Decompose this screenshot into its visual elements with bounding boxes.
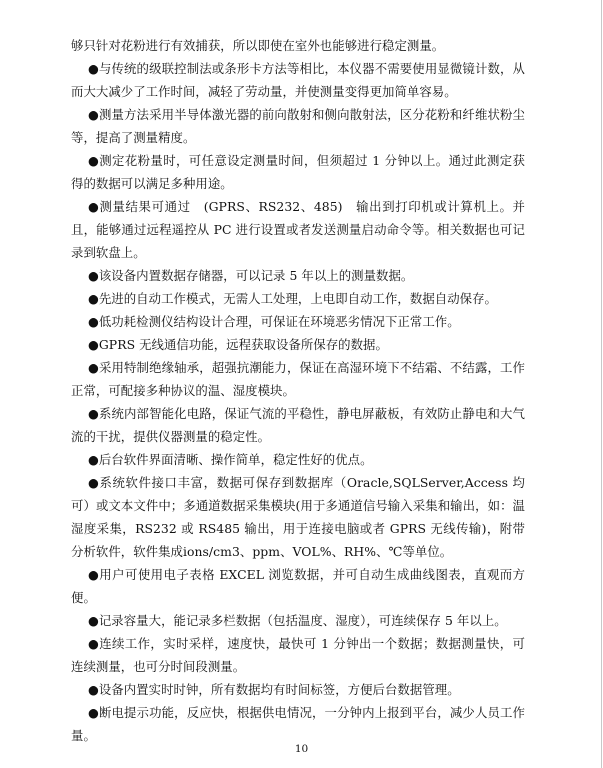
page-edge bbox=[601, 0, 602, 768]
feature-item: ●连续工作，实时采样，速度快，最快可 1 分钟出一个数据；数据测量快，可连续测量，也可分时间段测量。 bbox=[71, 636, 525, 674]
feature-item: ●测定花粉量时，可任意设定测量时间，但须超过 1 分钟以上。通过此测定获得的数据可以满足多种用途。 bbox=[71, 153, 525, 191]
feature-item: ●测量结果可通过 (GPRS、RS232、485) 输出到打印机或计算机上。并且，能够通过远程遥控从 PC 进行设置或者发送测量启动命令等。相关数据也可记录到软盘上。 bbox=[71, 199, 525, 260]
page-body bbox=[71, 34, 525, 747]
feature-item: ●记录容量大，能记录多栏数据（包括温度、湿度），可连续保存 5 年以上。 bbox=[88, 613, 507, 628]
feature-item: ●先进的自动工作模式，无需人工处理，上电即自动工作，数据自动保存。 bbox=[88, 291, 497, 306]
feature-item: ●低功耗检测仪结构设计合理，可保证在环境恶劣情况下正常工作。 bbox=[88, 314, 460, 329]
feature-item: ●GPRS 无线通信功能，远程获取设备所保存的数据。 bbox=[88, 337, 388, 352]
feature-item: ●断电提示功能，反应快，根据供电情况，一分钟内上报到平台，减少人员工作量。 bbox=[71, 705, 525, 743]
feature-item: ●系统软件接口丰富，数据可保存到数据库（Oracle,SQLServer,Access 均可）或文本文件中；多通道数据采集模块(用于多通道信号输入采集和输出，如：温湿度采集，RS232 或 RS485 输出，用于连接电脑或者 GPRS 无线传输)，附带分析软件，软件集成ions/cm3、ppm、VOL%、RH%、℃等单位。 bbox=[71, 475, 525, 559]
page-number: 10 bbox=[294, 743, 309, 755]
feature-item: ●用户可使用电子表格 EXCEL 浏览数据，并可自动生成曲线图表，直观而方便。 bbox=[71, 567, 525, 605]
paragraph-continuation: 够只针对花粉进行有效捕获，所以即使在室外也能够进行稳定测量。 bbox=[71, 38, 445, 53]
feature-item: ●设备内置实时时钟，所有数据均有时间标签，方便后台数据管理。 bbox=[88, 682, 460, 697]
feature-item: ●后台软件界面清晰、操作简单，稳定性好的优点。 bbox=[88, 452, 373, 467]
feature-item: ●与传统的级联控制法或条形卡方法等相比，本仪器不需要使用显微镜计数，从而大大减少了工作时间，减轻了劳动量，并使测量变得更加简单容易。 bbox=[71, 61, 525, 99]
feature-item: ●系统内部智能化电路，保证气流的平稳性，静电屏蔽板，有效防止静电和大气流的干扰，提供仪器测量的稳定性。 bbox=[71, 406, 525, 444]
feature-item: ●采用特制绝缘轴承，超强抗潮能力，保证在高湿环境下不结霜、不结露，工作正常，可配接多种协议的温、湿度模块。 bbox=[71, 360, 525, 398]
feature-item: ●该设备内置数据存储器，可以记录 5 年以上的测量数据。 bbox=[88, 268, 414, 283]
feature-item: ●测量方法采用半导体激光器的前向散射和侧向散射法，区分花粉和纤维状粉尘等，提高了测量精度。 bbox=[71, 107, 525, 145]
